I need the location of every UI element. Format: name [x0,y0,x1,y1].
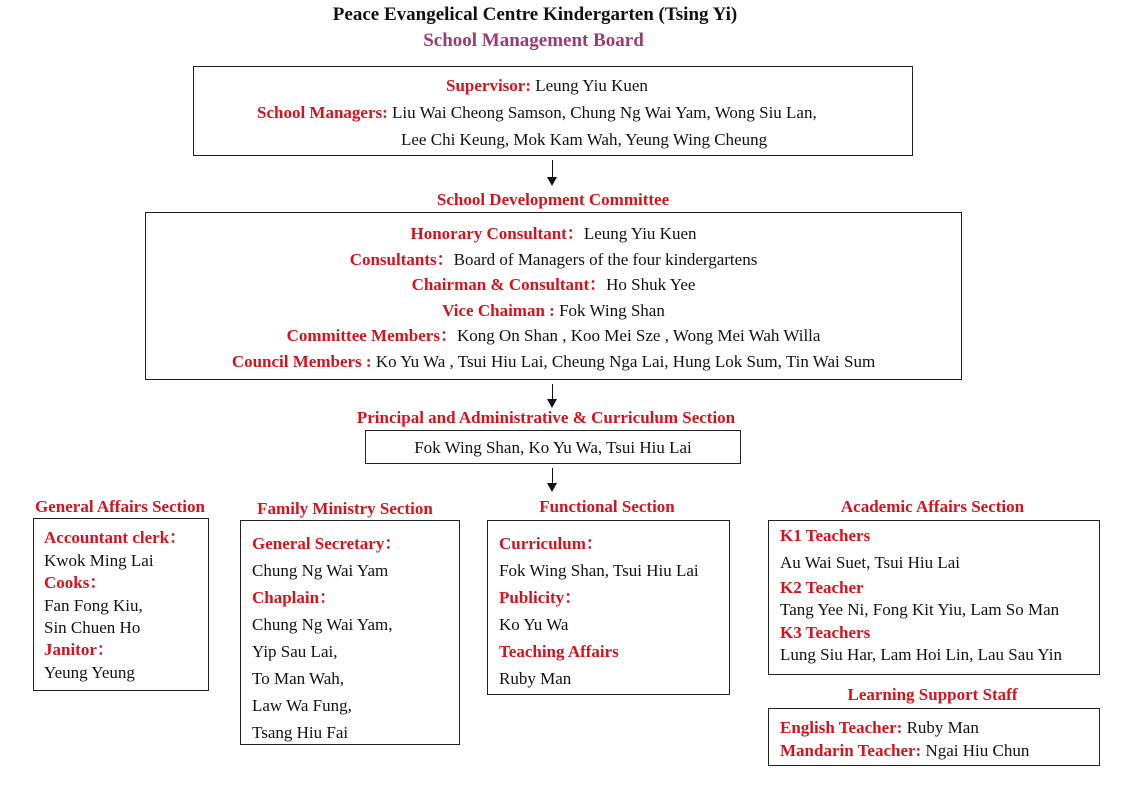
sdc-box [145,212,962,380]
english-teacher-row [780,717,979,739]
management-board-box [193,66,913,156]
sdc-row-value: Ko Yu Wa , Tsui Hiu Lai, Cheung Nga Lai, Hung Lok Sum, Tin Wai Sum [371,351,876,371]
sdc-row [146,298,961,324]
sdc-row-value: Kong On Shan , Koo Mei Sze , Wong Mei Wah Willa [456,326,821,345]
k2-label: K2 Teacher [780,578,864,597]
sdc-row-value: Fok Wing Shan [554,300,665,320]
arrow-sdc-to-principal [552,384,553,406]
arrow-board-to-sdc [552,160,553,184]
sdc-rows [146,221,961,374]
sdc-row [146,247,961,273]
curriculum-names: Fok Wing Shan, Tsui Hiu Lai [499,561,699,580]
accountant-label: Accountant clerk： [44,528,187,547]
sdc-row-label: Chairman & Consultant： [411,275,607,294]
learning-support-title: Learning Support Staff [847,685,1018,704]
chaplain-5: Tsang Hiu Fai [252,723,349,742]
english-teacher-label: English Teacher: [780,718,903,737]
functional-title: Functional Section [539,497,675,516]
teaching-affairs-name: Ruby Man [499,669,572,688]
publicity-label: Publicity： [499,588,582,607]
sdc-row-label: Vice Chaiman : [442,300,555,320]
sdc-row [146,221,961,247]
managers-line1: Liu Wai Cheong Samson, Chung Ng Wai Yam, Wong Siu Lan, [387,103,817,122]
academic-affairs-box [768,520,1100,675]
sdc-row-value: Ho Shuk Yee [606,275,696,294]
janitor-label: Janitor： [44,640,114,659]
sdc-row [146,272,961,298]
cook-1: Fan Fong Kiu, [44,596,143,615]
k1-label: K1 Teachers [780,526,871,545]
sdc-row-value: Leung Yiu Kuen [583,224,697,243]
accountant-name: Kwok Ming Lai [44,551,154,570]
family-ministry-title: Family Ministry Section [257,499,433,518]
chaplain-1: Chung Ng Wai Yam, [252,615,393,634]
sdc-row [146,349,961,375]
managers-line2: Lee Chi Keung, Mok Kam Wah, Yeung Wing Cheung [401,130,768,149]
sdc-row-label: Honorary Consultant： [410,224,584,243]
janitor-name: Yeung Yeung [44,663,135,682]
k2-names: Tang Yee Ni, Fong Kit Yiu, Lam So Man [780,600,1060,619]
secretary-name: Chung Ng Wai Yam [252,561,389,580]
general-affairs-title: General Affairs Section [35,497,205,516]
cook-2: Sin Chuen Ho [44,618,141,637]
sdc-row [146,323,961,349]
family-ministry-box [240,520,460,745]
principal-names: Fok Wing Shan, Ko Yu Wa, Tsui Hiu Lai [414,438,692,457]
managers-label: School Managers: [257,103,388,122]
sdc-row-value: Board of Managers of the four kindergartens [453,249,758,269]
english-teacher-name: Ruby Man [902,718,979,737]
curriculum-label: Curriculum： [499,534,603,553]
sdc-row-label: Consultants： [349,249,454,269]
sdc-title: School Development Committee [436,190,670,209]
principal-title: Principal and Administrative & Curriculum Section [356,408,736,427]
supervisor-label: Supervisor: [446,76,531,95]
chaplain-4: Law Wa Fung, [252,696,352,715]
mandarin-teacher-label: Mandarin Teacher: [780,741,922,760]
functional-box [487,520,730,695]
chaplain-label: Chaplain： [252,588,337,607]
sdc-row-label: Council Members : [231,351,372,371]
supervisor-row [446,73,648,99]
sdc-row-label: Committee Members： [286,326,457,345]
mandarin-teacher-name: Ngai Hiu Chun [921,741,1030,760]
chaplain-3: To Man Wah, [252,669,345,688]
k1-names: Au Wai Suet, Tsui Hiu Lai [780,553,961,572]
managers-row [257,100,817,126]
teaching-affairs-label: Teaching Affairs [499,642,619,661]
secretary-label: General Secretary： [252,534,402,553]
general-affairs-box [33,518,209,691]
mandarin-teacher-row [780,740,1029,762]
principal-box [365,430,741,464]
publicity-name: Ko Yu Wa [499,615,569,634]
k3-names: Lung Siu Har, Lam Hoi Lin, Lau Sau Yin [780,645,1062,664]
cooks-label: Cooks： [44,573,107,592]
k3-label: K3 Teachers [780,623,871,642]
learning-support-box [768,708,1100,766]
page-subtitle: School Management Board [423,30,644,51]
chaplain-2: Yip Sau Lai, [252,642,338,661]
page-title: Peace Evangelical Centre Kindergarten (Tsing Yi) [332,4,738,25]
academic-affairs-title: Academic Affairs Section [840,497,1025,516]
arrow-principal-to-sections [552,468,553,490]
supervisor-name: Leung Yiu Kuen [531,76,648,95]
